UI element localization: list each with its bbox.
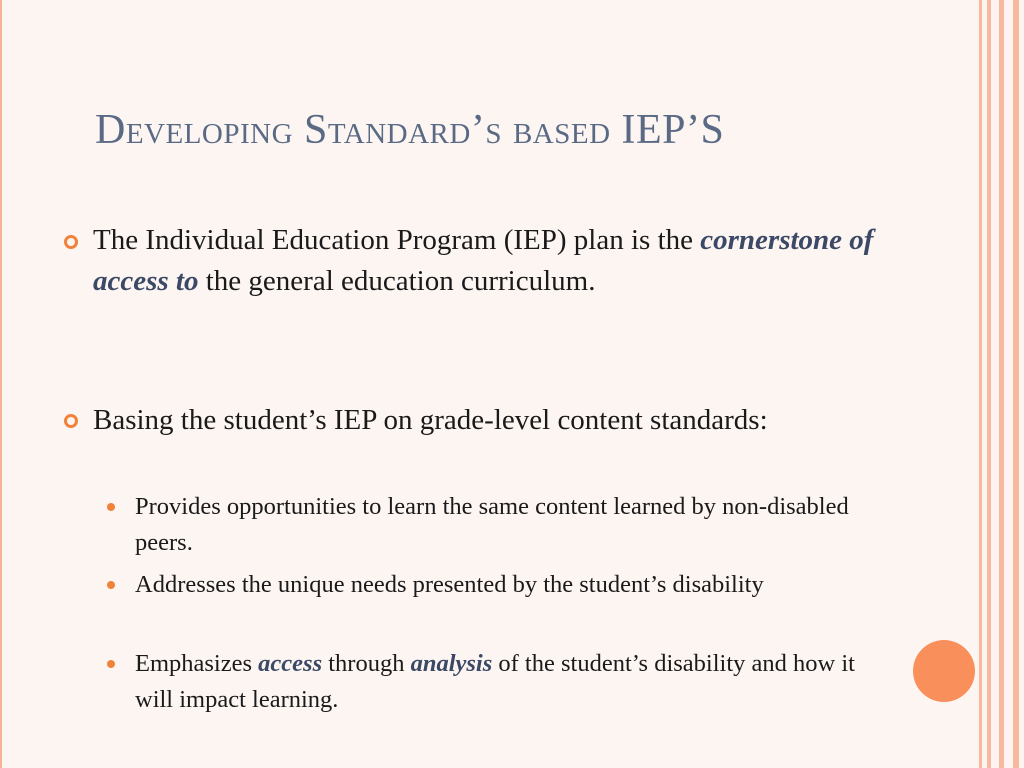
orange-dot-icon bbox=[107, 581, 115, 589]
emphasis-analysis: analysis bbox=[410, 650, 493, 677]
bullet-basing-standards: Basing the student’s IEP on grade-level content standards: bbox=[93, 404, 768, 436]
emphasis-cornerstone: cornerstone of access to bbox=[93, 224, 874, 297]
sub-bullet-emphasizes bbox=[135, 646, 855, 718]
sub-bullet-opportunities: Provides opportunities to learn the same content learned by non-disabled peers. bbox=[135, 493, 849, 556]
orange-dot-icon bbox=[107, 660, 115, 668]
stripe-1 bbox=[979, 0, 982, 768]
emphasis-access: access bbox=[258, 650, 323, 677]
bullet-text: of the student’s disability and how it will impact learning. bbox=[135, 650, 855, 713]
stripe-4 bbox=[1013, 0, 1019, 768]
stripe-2 bbox=[987, 0, 991, 768]
orange-dot-icon bbox=[107, 503, 115, 511]
orange-ring-icon bbox=[64, 235, 78, 249]
bullet-iep-cornerstone bbox=[93, 220, 893, 302]
bullet-text: The Individual Education Program (IEP) plan is the bbox=[93, 224, 701, 256]
bullet-text: Emphasizes bbox=[135, 650, 259, 677]
orange-ring-icon bbox=[64, 414, 78, 428]
slide-title: Developing Standard’s based IEP’S bbox=[95, 107, 725, 153]
stripe-3 bbox=[999, 0, 1004, 768]
bullet-text: the general education curriculum. bbox=[198, 265, 596, 297]
sub-bullet-unique-needs: Addresses the unique needs presented by the student’s disability bbox=[135, 571, 764, 598]
decorative-stripes bbox=[977, 0, 1024, 768]
bullet-text: through bbox=[322, 650, 411, 677]
